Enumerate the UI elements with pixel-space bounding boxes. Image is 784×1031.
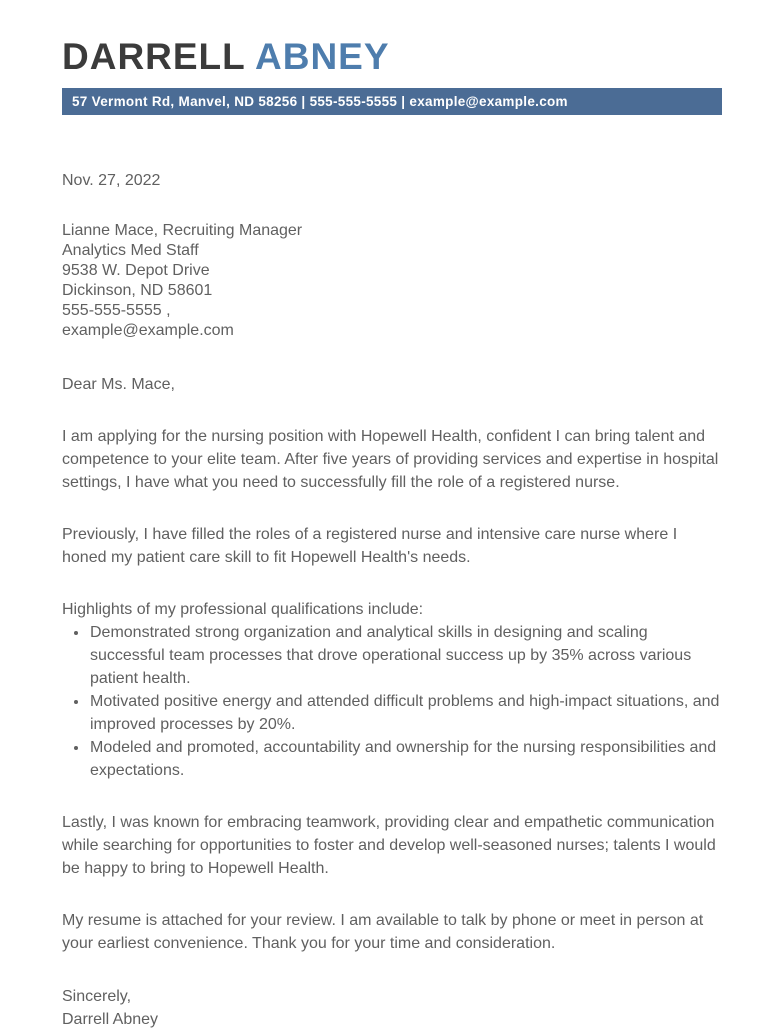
highlights-list bbox=[62, 621, 722, 782]
recipient-phone: 555-555-5555 , bbox=[62, 302, 171, 319]
highlight-item: • Demonstrated strong organization and analytical skills in designing and scaling successful team processes that drove operational success up by 35% across various patient health. bbox=[89, 621, 722, 690]
recipient-email: example@example.com bbox=[62, 322, 234, 339]
recipient-city-state-zip: Dickinson, ND 58601 bbox=[62, 282, 213, 299]
closing: Sincerely, bbox=[62, 988, 132, 1005]
paragraph-previous-roles: Previously, I have filled the roles of a registered nurse and intensive care nurse where I honed my patient care skill to fit Hopewell Health's needs. bbox=[62, 526, 678, 566]
recipient-street: 9538 W. Depot Drive bbox=[62, 262, 210, 279]
highlights-intro: Highlights of my professional qualifications include: bbox=[62, 601, 424, 618]
applicant-last-name: ABNEY bbox=[255, 36, 390, 77]
applicant-first-name: DARRELL bbox=[62, 36, 246, 77]
recipient-address-block bbox=[62, 221, 722, 341]
applicant-name-heading bbox=[62, 0, 722, 75]
recipient-name-title: Lianne Mace, Recruiting Manager bbox=[62, 222, 303, 239]
highlight-item: • Motivated positive energy and attended difficult problems and high-impact situations, and improved processes by 20%. bbox=[89, 690, 722, 736]
salutation: Dear Ms. Mace, bbox=[62, 376, 175, 393]
contact-info-text: 57 Vermont Rd, Manvel, ND 58256 | 555-555-5555 | example@example.com bbox=[72, 94, 568, 109]
closing-block bbox=[62, 985, 722, 1031]
page-content bbox=[62, 0, 722, 1031]
recipient-company: Analytics Med Staff bbox=[62, 242, 199, 259]
highlight-item: • Modeled and promoted, accountability and ownership for the nursing responsibilities and expectations. bbox=[89, 736, 722, 782]
paragraph-lastly: Lastly, I was known for embracing teamwork, providing clear and empathetic communication while searching for opportunities to foster and develop well-seasoned nurses; talents I would be happy to bring to Hopewell Health. bbox=[62, 814, 716, 877]
paragraph-resume-attached: My resume is attached for your review. I am available to talk by phone or meet in person at your earliest convenience. Thank you for your time and consideration. bbox=[62, 912, 704, 952]
letter-body bbox=[62, 169, 722, 1031]
signature: Darrell Abney bbox=[62, 1011, 159, 1028]
letter-date: Nov. 27, 2022 bbox=[62, 172, 161, 189]
paragraph-intro: I am applying for the nursing position with Hopewell Health, confident I can bring talent and competence to your elite team. After five years of providing services and expertise in hospital settings, I have what you need to successfully fill the role of a registered nurse. bbox=[62, 428, 719, 491]
contact-info-bar bbox=[62, 88, 722, 115]
